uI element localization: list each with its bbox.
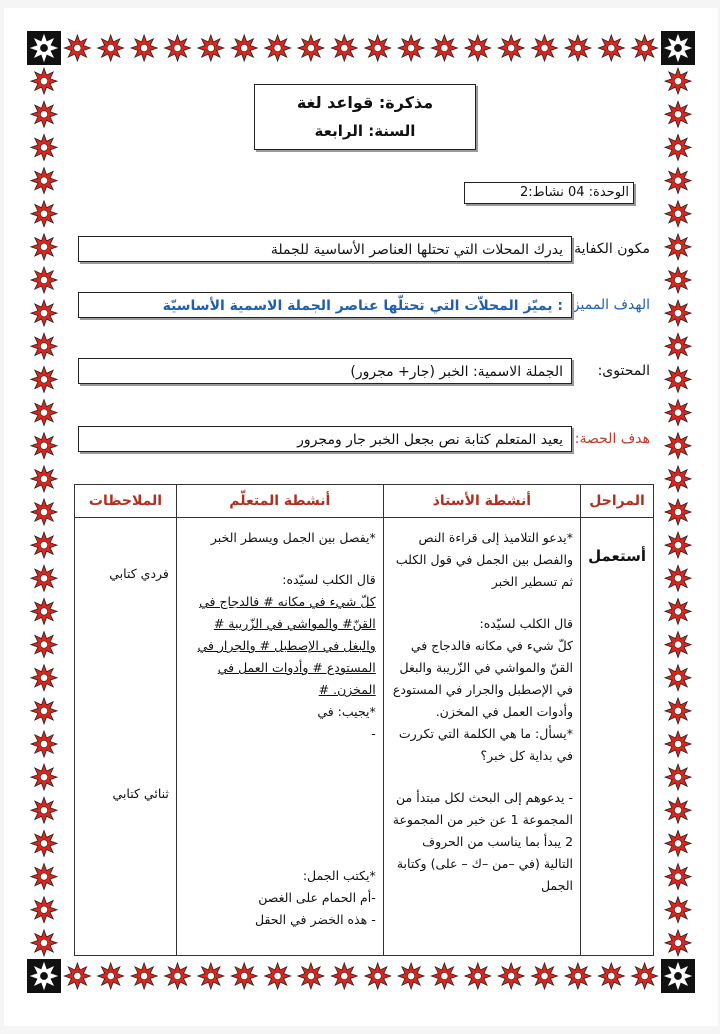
competence-value: يدرك المحلات التي تحتلها العناصر الأساسية للجملة [78,236,572,262]
note-individual: فردي كتابي [109,566,169,581]
content-row [78,358,650,384]
star-icon [465,963,491,989]
learner-dash: - [371,726,376,741]
star-icon [665,134,691,160]
star-icon [265,963,291,989]
star-icon [31,333,57,359]
teacher-p2: كلّ شيء في مكانه فالدجاج في القنّ والمواشي في الزّريبة والبغل في الإصطبل والجرار في المستودع وأدوات العمل في المخزن. [392,638,574,719]
star-icon [198,35,224,61]
learner-activities [178,519,382,939]
header-stages: المراحل [581,485,654,518]
learner-cell [176,518,383,956]
header-learner: أنشطة المتعلّم [176,485,383,518]
star-icon [532,35,558,61]
star-icon [31,267,57,293]
star-icon [665,632,691,658]
star-icon [31,797,57,823]
star-icon [598,963,624,989]
star-icon [665,466,691,492]
star-icon [498,963,524,989]
star-icon [298,963,324,989]
header-teacher: أنشطة الأستاذ [383,485,580,518]
star-icon [665,764,691,790]
star-icon [398,963,424,989]
star-icon [31,366,57,392]
star-icon [498,35,524,61]
star-icon [665,698,691,724]
star-icon [331,963,357,989]
table-row [75,518,654,956]
star-icon [565,963,591,989]
corner-star-icon [27,31,61,65]
star-icon [31,466,57,492]
teacher-cell [383,518,580,956]
star-icon [665,366,691,392]
learner-line3: والبغل في الإصطبل # والجرار في [197,638,376,653]
star-icon [31,764,57,790]
star-icon [265,35,291,61]
learner-line1: كلّ شيء في مكانه # فالدجاج في [199,594,376,609]
star-icon [431,35,457,61]
star-icon [31,632,57,658]
star-icon [665,168,691,194]
star-icon [98,35,124,61]
lesson-goal-value: يعيد المتعلم كتابة نص بجعل الخبر جار ومجرور [78,426,572,452]
star-icon [632,35,658,61]
star-icon [665,565,691,591]
star-icon [98,963,124,989]
corner-star-icon [27,959,61,993]
star-icon [665,300,691,326]
learner-sentence-1: -أم الحمام على الغصن [258,890,376,905]
star-icon [665,897,691,923]
lesson-goal-row [78,426,650,452]
star-icon [665,433,691,459]
star-icon [665,797,691,823]
star-icon [64,35,90,61]
star-icon [665,400,691,426]
worksheet-page [4,8,718,1026]
corner-star-icon [661,31,695,65]
objective-label: الهدف المميز [572,297,650,313]
teacher-p3: *يسأل: ما هي الكلمة التي تكررت في بداية كل خبر؟ [398,726,574,763]
star-icon [665,830,691,856]
star-icon [665,68,691,94]
star-icon [598,35,624,61]
star-icon [31,731,57,757]
page-title: مذكرة: قواعد لغة [296,93,434,112]
star-icon [165,963,191,989]
learner-answer: *يجيب: في [317,704,376,719]
star-icon [231,35,257,61]
star-icon [365,963,391,989]
corner-star-icon [661,959,695,993]
content-value: الجملة الاسمية: الخبر (جار+ مجرور) [78,358,572,384]
star-icon [365,35,391,61]
star-icon [31,400,57,426]
note-pairs: ثنائي كتابي [112,786,169,801]
star-icon [31,532,57,558]
star-icon [632,963,658,989]
teacher-activities [385,519,579,905]
star-icon [31,101,57,127]
activities-table [74,484,654,956]
notes-cell [75,518,177,956]
lesson-plan-content [74,78,654,958]
star-icon [31,168,57,194]
star-icon [31,134,57,160]
star-icon [665,333,691,359]
learner-p1: *يفصل بين الجمل ويسطر الخبر [210,530,376,545]
teacher-p4: - يدعوهم إلى البحث لكل مبتدأ من المجموعة 1 عن خبر من المجموعة 2 يبدأ بما يناسب من الحروف التالية (في –من –ك – على) وكتابة الجمل [392,790,574,893]
lesson-goal-label: هدف الحصة: [574,431,650,447]
star-icon [31,499,57,525]
competence-label: مكون الكفاية: [569,241,650,257]
star-icon [31,897,57,923]
star-icon [665,499,691,525]
star-icon [31,830,57,856]
learner-sentence-2: - هذه الخضر في الحقل [255,912,376,927]
star-icon [331,35,357,61]
star-icon [665,532,691,558]
star-icon [31,201,57,227]
objective-text: : يميّز المحلاّت التي تحتلّها عناصر الجملة الاسمية الأساسيّة [162,298,563,314]
star-icon [31,864,57,890]
learner-line4: المستودع # وأدوات العمل في [217,660,376,675]
learner-p2-title: قال الكلب لسيّده: [282,572,376,587]
table-header-row [75,485,654,518]
star-icon [31,598,57,624]
star-icon [665,234,691,260]
header-notes: الملاحظات [75,485,177,518]
content-label: المحتوى: [597,363,650,379]
star-icon [198,963,224,989]
star-icon [465,35,491,61]
objective-value [78,292,572,318]
star-icon [665,731,691,757]
star-icon [165,35,191,61]
star-icon [31,930,57,956]
stage-cell [581,518,654,956]
star-icon [31,300,57,326]
star-icon [665,598,691,624]
teacher-p2-title: قال الكلب لسيّده: [479,616,574,631]
star-icon [131,963,157,989]
teacher-p1: *يدعو التلاميذ إلى قراءة النص والفصل بين الجمل في قول الكلب ثم تسطير الخبر [395,530,574,589]
star-icon [665,267,691,293]
star-icon [665,930,691,956]
star-icon [665,864,691,890]
star-icon [398,35,424,61]
learner-line5: المخزن. # [318,682,376,697]
star-icon [31,234,57,260]
title-box [254,84,476,150]
star-icon [31,565,57,591]
star-icon [31,68,57,94]
star-icon [298,35,324,61]
star-icon [31,698,57,724]
learner-line2: القنّ# والمواشي في الزّريبة # [213,616,376,631]
unit-activity-box: الوحدة: 04 نشاط:2 [464,182,634,204]
learner-write-title: *يكتب الجمل: [302,868,376,883]
star-icon [665,201,691,227]
star-icon [31,665,57,691]
star-icon [431,963,457,989]
star-icon [665,665,691,691]
star-icon [64,963,90,989]
star-icon [31,433,57,459]
star-icon [532,963,558,989]
objective-row [78,292,650,318]
competence-row [78,236,650,262]
star-icon [231,963,257,989]
star-icon [665,101,691,127]
star-icon [565,35,591,61]
star-icon [131,35,157,61]
stage-name: أستعمل [588,547,646,565]
school-year: السنة: الرابعة [314,122,416,140]
